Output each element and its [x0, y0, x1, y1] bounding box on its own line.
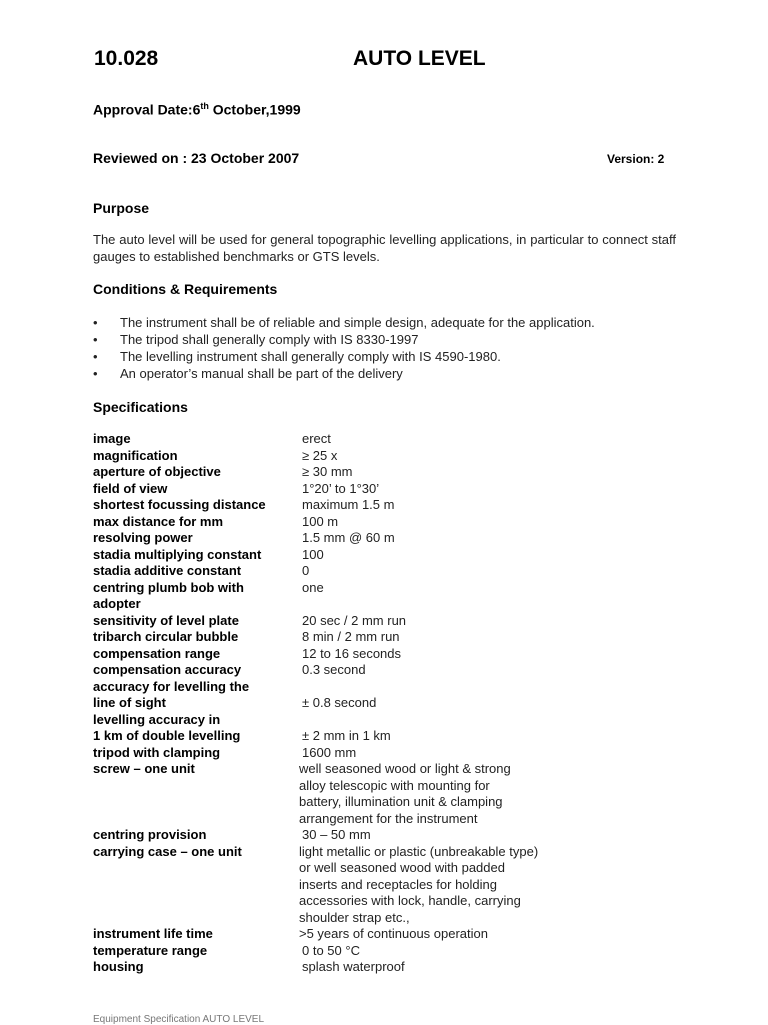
- table-row: [93, 464, 693, 481]
- spec-label: [93, 464, 221, 481]
- spec-label: [93, 926, 213, 943]
- spec-label-line: compensation range: [93, 645, 221, 661]
- table-row: [93, 497, 693, 514]
- spec-label-line: screw – one unit: [93, 761, 195, 776]
- spec-label-line: shortest focussing distance: [93, 497, 266, 512]
- bullet-icon: •: [93, 315, 98, 330]
- spec-value: [302, 629, 400, 646]
- spec-label: [93, 745, 220, 762]
- spec-label: [93, 547, 261, 564]
- spec-label: [93, 844, 242, 861]
- spec-value-line: light metallic or plastic (unbreakable type): [299, 843, 539, 859]
- spec-label-line: accuracy for levelling the: [93, 678, 250, 694]
- spec-value: [302, 646, 401, 663]
- approval-date-ordinal: th: [200, 101, 209, 111]
- table-row: [93, 629, 693, 646]
- bullet-icon: •: [93, 349, 98, 364]
- spec-value: [302, 827, 371, 844]
- spec-label-line: compensation accuracy: [93, 662, 242, 677]
- spec-value-line: >5 years of continuous operation: [299, 926, 488, 941]
- spec-value: [302, 448, 337, 465]
- table-row: [93, 646, 693, 663]
- spec-value-line: one: [302, 579, 324, 595]
- spec-label-line: housing: [93, 959, 144, 974]
- spec-label-line: resolving power: [93, 530, 193, 545]
- spec-label-line: centring plumb bob with: [93, 579, 244, 595]
- spec-value: [302, 662, 366, 679]
- table-row: [93, 563, 693, 580]
- list-item-text: The tripod shall generally comply with IS 8330-1997: [120, 332, 419, 347]
- spec-label: [93, 662, 241, 679]
- conditions-heading: Conditions & Requirements: [93, 281, 278, 297]
- spec-value: [299, 926, 488, 943]
- spec-label-line: tribarch circular bubble: [93, 629, 239, 644]
- approval-date-label: Approval Date:6: [93, 101, 201, 118]
- spec-value-line: battery, illumination unit & clamping: [299, 794, 503, 809]
- spec-value-line: 20 sec / 2 mm run: [302, 612, 407, 628]
- spec-label: [93, 679, 249, 712]
- spec-label: [93, 959, 144, 976]
- table-row: [93, 926, 693, 943]
- approval-date: [93, 101, 301, 118]
- spec-value-line: inserts and receptacles for holding: [299, 876, 498, 892]
- spec-value: [302, 481, 379, 498]
- spec-value-line: [302, 679, 376, 696]
- spec-label-line: max distance for mm: [93, 513, 224, 529]
- spec-label-line: 1 km of double levelling: [93, 728, 241, 743]
- spec-label: [93, 943, 207, 960]
- conditions-list: [93, 314, 693, 382]
- spec-value-line: 8 min / 2 mm run: [302, 629, 400, 644]
- spec-value: [302, 464, 352, 481]
- table-row: [93, 959, 693, 976]
- spec-value: [302, 514, 338, 531]
- spec-label-line: field of view: [93, 480, 168, 496]
- spec-label-line: centring provision: [93, 827, 207, 842]
- list-item-text: An operator’s manual shall be part of the delivery: [120, 366, 403, 381]
- spec-label-line: stadia additive constant: [93, 563, 242, 578]
- spec-value-line: ≥ 25 x: [302, 447, 338, 463]
- spec-value-line: ± 2 mm in 1 km: [302, 728, 391, 743]
- spec-label: [93, 431, 131, 448]
- reviewed-date: Reviewed on : 23 October 2007: [93, 150, 300, 166]
- bullet-icon: •: [93, 366, 98, 381]
- spec-label: [93, 613, 239, 630]
- spec-label: [93, 580, 244, 613]
- spec-value: [302, 712, 391, 745]
- list-item: [93, 314, 693, 331]
- spec-value-line: alloy telescopic with mounting for: [299, 777, 490, 793]
- list-item: [93, 331, 693, 348]
- spec-label-line: instrument life time: [93, 926, 213, 941]
- bullet-icon: •: [93, 332, 98, 347]
- spec-label: [93, 761, 195, 778]
- table-row: [93, 943, 693, 960]
- spec-label-line: aperture of objective: [93, 464, 221, 479]
- spec-label-line: image: [93, 431, 131, 446]
- table-row: [93, 547, 693, 564]
- spec-value: [302, 679, 376, 712]
- spec-value-line: 1600 mm: [302, 744, 357, 760]
- spec-label: [93, 629, 238, 646]
- approval-date-rest: October,1999: [208, 101, 301, 118]
- spec-value: [302, 431, 331, 448]
- spec-value-line: splash waterproof: [302, 959, 405, 974]
- spec-value-line: 0: [302, 563, 310, 578]
- spec-label: [93, 497, 266, 514]
- table-row: [93, 580, 693, 613]
- spec-value-line: accessories with lock, handle, carrying: [299, 893, 521, 908]
- spec-value: [302, 959, 405, 976]
- spec-value-line: ± 0.8 second: [302, 695, 377, 710]
- spec-value-line: 1.5 mm @ 60 m: [302, 530, 395, 545]
- spec-label-line: levelling accuracy in: [93, 711, 221, 727]
- spec-label: [93, 530, 193, 547]
- spec-label: [93, 514, 223, 531]
- spec-value: [302, 547, 324, 564]
- table-row: [93, 613, 693, 630]
- table-row: [93, 431, 693, 448]
- spec-value-line: 0 to 50 °C: [302, 942, 360, 958]
- purpose-paragraph: The auto level will be used for general topographic levelling applications, in particular to connect staff gauges to established benchmarks or GTS levels.: [93, 232, 676, 264]
- spec-value-line: maximum 1.5 m: [302, 497, 395, 512]
- table-row: [93, 662, 693, 679]
- table-row: [93, 679, 693, 712]
- spec-label: [93, 563, 241, 580]
- spec-value: [302, 943, 360, 960]
- table-row: [93, 712, 693, 745]
- spec-label: [93, 712, 240, 745]
- spec-value-line: ≥ 30 mm: [302, 464, 353, 479]
- spec-value-line: shoulder strap etc.,: [299, 909, 410, 925]
- purpose-heading: Purpose: [93, 200, 150, 216]
- table-row: [93, 827, 693, 844]
- spec-label: [93, 827, 206, 844]
- document-title: AUTO LEVEL: [353, 47, 486, 70]
- spec-label-line: adopter: [93, 596, 141, 611]
- list-item-text: The levelling instrument shall generally comply with IS 4590-1980.: [120, 349, 501, 364]
- spec-value: [302, 613, 406, 630]
- spec-value-line: 30 – 50 mm: [302, 827, 371, 842]
- spec-label-line: carrying case – one unit: [93, 843, 242, 859]
- version-label: Version: 2: [607, 152, 665, 166]
- spec-label-line: magnification: [93, 447, 178, 463]
- table-row: [93, 761, 693, 827]
- page-footer: Equipment Specification AUTO LEVEL: [93, 1014, 265, 1025]
- spec-label: [93, 481, 167, 498]
- specifications-heading: Specifications: [93, 399, 188, 415]
- spec-label-line: temperature range: [93, 942, 208, 958]
- table-row: [93, 530, 693, 547]
- list-item: [93, 365, 693, 382]
- spec-value-line: 0.3 second: [302, 662, 366, 677]
- spec-value-line: 100: [302, 546, 324, 562]
- spec-label-line: tripod with clamping: [93, 744, 221, 760]
- spec-value: [302, 580, 324, 597]
- table-row: [93, 448, 693, 465]
- spec-value-line: [302, 712, 391, 729]
- list-item-text: The instrument shall be of reliable and simple design, adequate for the application.: [120, 315, 595, 330]
- spec-value-line: or well seasoned wood with padded: [299, 860, 505, 875]
- spec-value-line: 1°20’ to 1°30’: [302, 480, 380, 496]
- table-row: [93, 481, 693, 498]
- spec-value: [302, 745, 356, 762]
- spec-value: [299, 761, 511, 827]
- list-item: [93, 348, 693, 365]
- spec-label: [93, 448, 178, 465]
- table-row: [93, 844, 693, 927]
- document-number: 10.028: [94, 47, 159, 70]
- table-row: [93, 745, 693, 762]
- spec-label-line: stadia multiplying constant: [93, 546, 262, 562]
- spec-value-line: 12 to 16 seconds: [302, 645, 402, 661]
- spec-value: [302, 530, 395, 547]
- spec-label-line: line of sight: [93, 695, 166, 710]
- spec-value-line: well seasoned wood or light & strong: [299, 761, 511, 776]
- spec-label-line: sensitivity of level plate: [93, 612, 239, 628]
- spec-value-line: erect: [302, 431, 331, 446]
- spec-value: [302, 563, 309, 580]
- spec-label: [93, 646, 220, 663]
- spec-value-line: arrangement for the instrument: [299, 810, 478, 826]
- spec-value: [302, 497, 394, 514]
- spec-value: [299, 844, 538, 927]
- spec-value-line: 100 m: [302, 513, 339, 529]
- table-row: [93, 514, 693, 531]
- specifications-table: [93, 431, 693, 976]
